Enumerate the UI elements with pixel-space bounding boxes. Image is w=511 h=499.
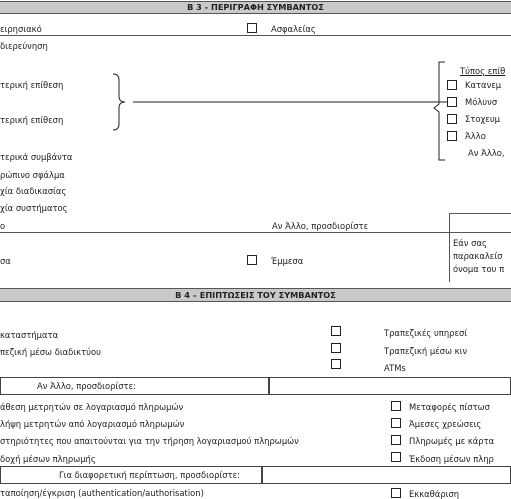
clearing-checkbox[interactable] [391,488,401,498]
specify-other-label-box [0,377,269,395]
attack-type-label-4: Άλλο [465,131,486,141]
item-external-attack-1: τερική επίθεση [0,80,64,90]
different-case-input[interactable] [262,466,511,484]
row-divider [0,35,511,36]
impact-checkbox-1[interactable] [331,326,341,336]
impact-right-3: ATMs [384,363,406,373]
note-line-1: Εάν σας [453,238,487,248]
item-process-failure: χία διαδικασίας [0,186,67,196]
auth-label: ταποίηση/έγκριση (authentication/authorisation) [0,488,204,498]
attack-type-checkbox-1[interactable] [447,80,457,90]
impact-left-2: πεζική μέσω διαδικτύου [0,347,101,357]
item-investigation: διερεύνηση [0,41,48,51]
note-line-2: παρακαλείσ [453,251,503,261]
impact-checkbox-3[interactable] [331,359,341,369]
attack-type-if-other: Αν Άλλο, [468,148,505,158]
payment-left-2: λήψη μετρητών από λογαριασμό πληρωμών [0,419,185,429]
section-b4-title: Β 4 – ΕΠΙΠΤΩΣΕΙΣ ΤΟΥ ΣΥΜΒΑΝΤΟΣ [175,290,336,300]
payment-left-4: δοχή μέσων πληρωμής [0,454,96,464]
indirect-checkbox[interactable] [247,255,257,265]
item-other: ο [0,221,6,231]
clearing-label: Εκκαθάριση [409,489,460,499]
specify-other-label: Αν Άλλο, προσδιορίστε [272,221,369,231]
attack-type-label-3: Στοχευμ [465,114,500,124]
payment-checkbox-2[interactable] [391,418,401,428]
item-system-failure: χία συστήματος [0,203,68,213]
attack-types-brace [433,60,447,164]
item-physical-incidents: τερικά συμβάντα [0,152,73,162]
section-b3-header [0,1,511,14]
attack-type-checkbox-2[interactable] [447,97,457,107]
payment-checkbox-4[interactable] [391,452,401,462]
section-b4-header [0,288,511,302]
indirect-label: Έμμεσα [271,256,304,266]
payment-left-1: άθεση μετρητών σε λογαριασμό πληρωμών [0,402,184,412]
security-checkbox[interactable] [247,23,257,33]
direct-label: σα [0,256,11,266]
payment-right-2: Άμεσες χρεώσεις [409,419,482,429]
payment-checkbox-3[interactable] [391,435,401,445]
item-human-error: ρώπινο σφάλμα [0,170,65,180]
impact-right-2: Τραπεζική μέσω κιν [384,346,468,356]
attack-type-checkbox-3[interactable] [447,114,457,124]
b4-specify-other-label: Αν Άλλο, προσδιορίστε: [37,381,136,391]
payment-right-4: Έκδοση μέσων πληρ [409,454,494,464]
specify-other-input[interactable] [269,377,511,395]
different-case-label: Για διαφορετική περίπτωση, προσδιορίστε: [59,470,240,480]
different-case-label-box [0,466,262,484]
attack-type-label-1: Κατανεμ [465,80,502,90]
attack-type-checkbox-4[interactable] [447,131,457,141]
note-line-3: όνομα του π [453,264,505,274]
row-divider [0,232,511,233]
column-divider [449,213,450,282]
item-external-attack-2: τερική επίθεση [0,115,64,125]
payment-left-3: στηριότητες που απαιτούνται για την τήρηση λογαριασμού πληρωμών [0,436,299,446]
impact-left-1: καταστήματα [0,330,59,340]
attack-type-label-2: Μόλυνσ [465,97,498,107]
section-b3-title: Β 3 - ΠΕΡΙΓΡΑΦΗ ΣΥΜΒΑΝΤΟΣ [187,2,324,12]
payment-right-1: Μεταφορές πίστωσ [409,402,490,412]
impact-checkbox-2[interactable] [331,343,341,353]
row-divider [449,213,511,214]
security-label: Ασφαλείας [271,24,316,34]
payment-right-3: Πληρωμές με κάρτα [409,436,495,446]
bracket-arrow-graphic [105,70,455,140]
operational-label: ειρησιακό [0,24,42,34]
payment-checkbox-1[interactable] [391,401,401,411]
attack-types-heading: Τύπος επίθ [460,66,506,76]
impact-right-1: Τραπεζικές υπηρεσί [384,328,468,338]
